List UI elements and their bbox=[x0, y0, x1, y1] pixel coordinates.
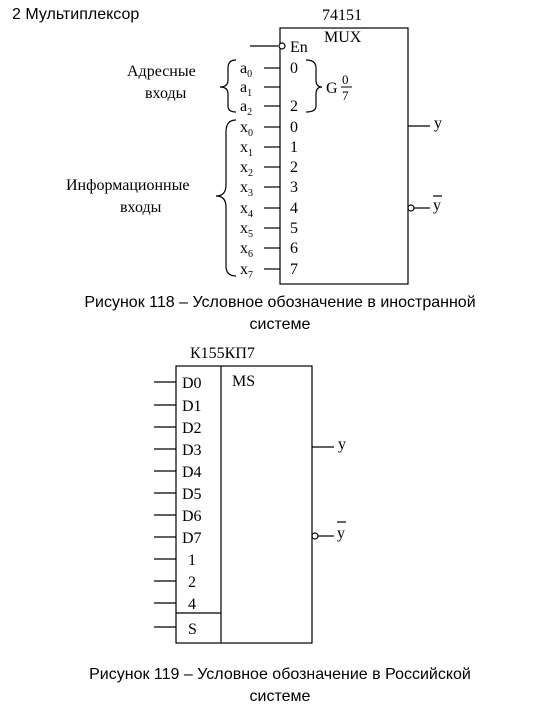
output-not-y-label: y bbox=[433, 197, 441, 214]
data-pin-0: 0 bbox=[290, 119, 298, 136]
g-numerator: 0 bbox=[342, 72, 349, 87]
address-input-name-1: $a_1$ bbox=[240, 79, 253, 99]
data-input-name-2: $x_2$ bbox=[240, 159, 253, 179]
data-input-name-6: $x_6$ bbox=[240, 240, 253, 260]
d-input-label-5: D5 bbox=[182, 486, 202, 503]
data-pin-6: 6 bbox=[290, 240, 298, 257]
g-letter: G bbox=[326, 80, 338, 97]
figure-119-caption bbox=[40, 664, 520, 708]
data-input-name-1: $x_1$ bbox=[240, 139, 253, 159]
chip-number-74151: 74151 bbox=[322, 7, 362, 24]
d-input-label-7: D7 bbox=[182, 530, 202, 547]
address-pin-2: 2 bbox=[290, 98, 298, 115]
output-inversion-bubble bbox=[408, 205, 414, 211]
strobe-label: S bbox=[188, 621, 197, 638]
d-input-label-6: D6 bbox=[182, 508, 202, 525]
mux-function-label: MUX bbox=[324, 29, 362, 46]
figure-118-caption-line-2: системе bbox=[249, 316, 311, 333]
address-pin-0: 0 bbox=[290, 60, 298, 77]
figure-118-caption-line-1: Рисунок 118 – Условное обозначение в иностранной bbox=[84, 294, 476, 311]
d-input-label-1: D1 bbox=[182, 398, 202, 415]
d-input-label-0: D0 bbox=[182, 375, 202, 392]
address-input-name-2: $a_2$ bbox=[240, 98, 253, 118]
data-pin-3: 3 bbox=[290, 179, 298, 196]
d-input-label-4: D4 bbox=[182, 464, 202, 481]
enable-label: En bbox=[290, 39, 308, 56]
data-pin-1: 1 bbox=[290, 139, 298, 156]
data-pin-5: 5 bbox=[290, 220, 298, 237]
data-input-name-7: $x_7$ bbox=[240, 261, 253, 281]
g-denominator: 7 bbox=[342, 88, 349, 103]
info-group-label-line-2: входы bbox=[120, 199, 162, 216]
d-input-label-3: D3 bbox=[182, 442, 202, 459]
output-y-label: y bbox=[434, 115, 442, 132]
figure-119-caption-line-1: Рисунок 119 – Условное обозначение в Российской bbox=[89, 666, 471, 683]
address-input-name-0: $a_0$ bbox=[240, 60, 253, 80]
addr-input-label-4: 4 bbox=[188, 596, 196, 613]
figure-119-caption-line-2: системе bbox=[249, 688, 311, 705]
data-pin-2: 2 bbox=[290, 159, 298, 176]
ms-output-inversion-bubble bbox=[312, 533, 318, 539]
data-input-name-3: $x_3$ bbox=[240, 179, 253, 199]
address-group-label-line-1: Адресные bbox=[127, 63, 196, 80]
section-heading: 2 Мультиплексор bbox=[12, 6, 140, 23]
ms-function-label: MS bbox=[232, 373, 256, 390]
enable-inversion-bubble bbox=[279, 43, 285, 49]
data-pin-7: 7 bbox=[290, 261, 298, 278]
mux-74151-body bbox=[280, 28, 408, 284]
address-group-label-line-2: входы bbox=[145, 85, 187, 102]
data-input-name-4: $x_4$ bbox=[240, 200, 253, 220]
addr-input-label-1: 1 bbox=[188, 552, 196, 569]
d-input-label-2: D2 bbox=[182, 420, 202, 437]
info-group-brace bbox=[216, 120, 236, 276]
addr-input-label-2: 2 bbox=[188, 574, 196, 591]
data-pin-4: 4 bbox=[290, 200, 298, 217]
chip-number-k155kp7: К155КП7 bbox=[190, 345, 255, 362]
data-input-name-0: $x_0$ bbox=[240, 119, 253, 139]
figure-118-diagram bbox=[0, 0, 540, 290]
info-group-label-line-1: Информационные bbox=[66, 177, 190, 194]
address-group-brace bbox=[220, 60, 236, 112]
address-decoder-brace bbox=[306, 60, 322, 112]
ms-output-y-label: y bbox=[338, 436, 346, 453]
data-input-name-5: $x_5$ bbox=[240, 220, 253, 240]
figure-119-diagram bbox=[0, 330, 540, 660]
ms-output-not-y-label: y bbox=[337, 525, 345, 542]
